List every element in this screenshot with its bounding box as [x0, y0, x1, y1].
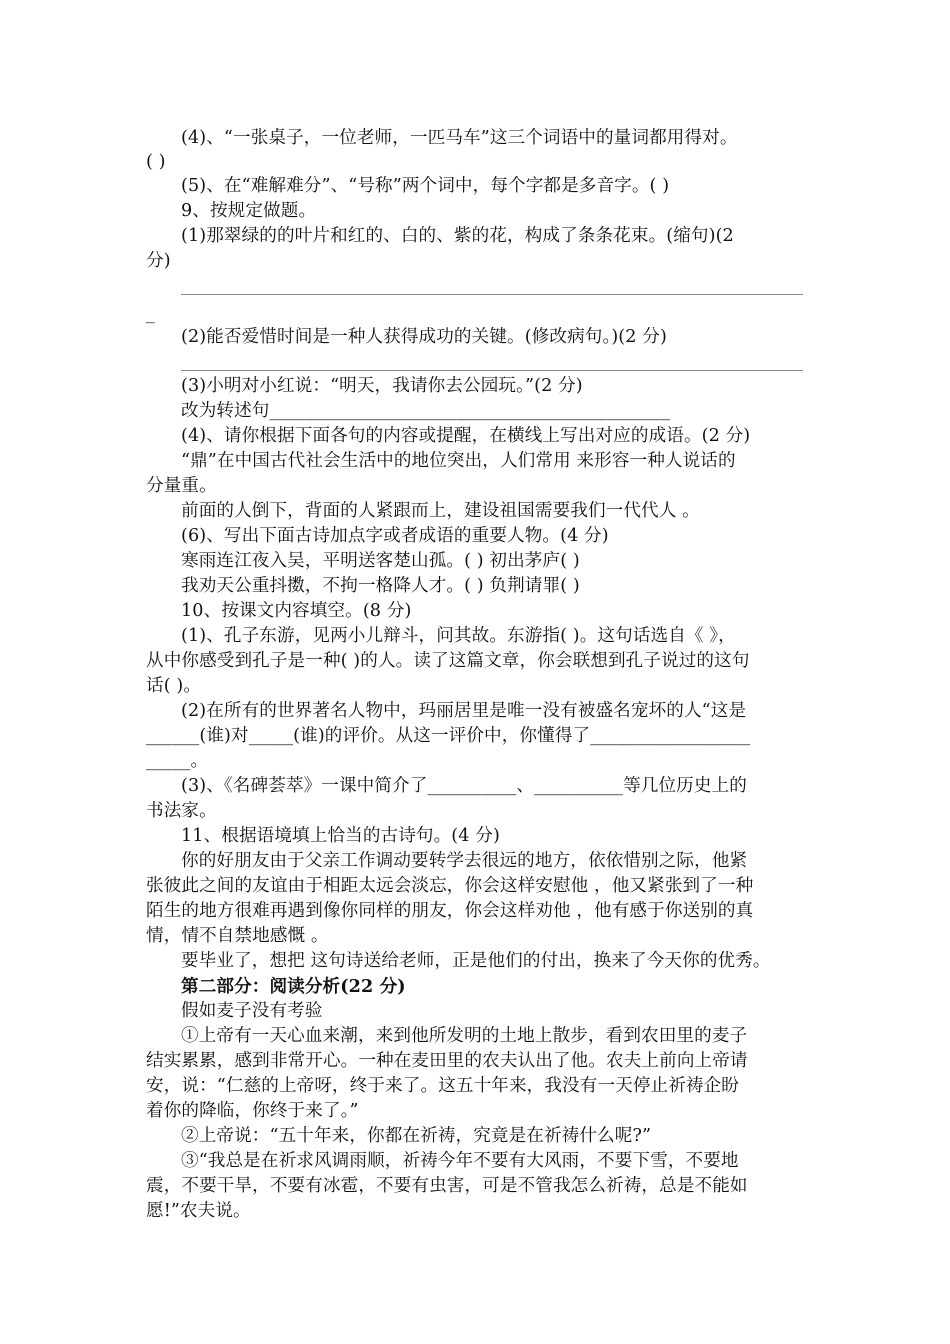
q11-paragraph-2: 要毕业了，想把 这句诗送给老师，正是他们的付出，换来了今天你的优秀。 [181, 951, 771, 971]
q10-item-2-cont-2: _____。 [146, 751, 209, 771]
answer-line-1-tail: _ [146, 304, 155, 324]
q10-item-3: (3)、《名碑荟萃》一课中简介了__________、__________等几位历史上的 [181, 776, 747, 796]
rewrite-label: 改为转述句 [181, 401, 270, 421]
q9-item-3: (3)小明对小红说：“明天，我请你去公园玩。”(2 分) [181, 376, 583, 396]
passage-para-3: ③“我总是在祈求风调雨顺，祈祷今年不要有大风雨，不要下雪，不要地 [181, 1151, 739, 1171]
part-two-heading: 第二部分：阅读分析(22 分) [181, 976, 406, 997]
passage-para-1: ①上帝有一天心血来潮，来到他所发明的土地上散步，看到农田里的麦子 [181, 1026, 748, 1046]
q9-item-4-sentence-1-cont: 分量重。 [146, 476, 217, 496]
q10-item-2: (2)在所有的世界著名人物中，玛丽居里是唯一没有被盛名宠坏的人“这是 [181, 701, 747, 721]
passage-para-1-cont-3: 着你的降临，你终于来了。” [146, 1101, 359, 1121]
passage-para-2: ②上帝说：“五十年来，你都在祈祷，究竟是在祈祷什么呢?” [181, 1126, 652, 1146]
q11-paragraph-1-cont-2: 陌生的地方很难再遇到像你同样的朋友，你会这样劝他 ，他有感于你送别的真 [146, 901, 754, 921]
q9-item-4-sentence-2: 前面的人倒下，背面的人紧跟而上，建设祖国需要我们一代代人 。 [181, 501, 700, 521]
passage-title: 假如麦子没有考验 [181, 1001, 323, 1021]
passage-para-3-cont-1: 震，不要干旱，不要有冰雹，不要有虫害，可是不管我怎么祈祷，总是不能如 [146, 1176, 748, 1196]
q9-item-3-instruction [181, 399, 670, 424]
q9-item-6-line-1: 寒雨连江夜入吴，平明送客楚山孤。( ) 初出茅庐( ) [181, 551, 580, 571]
q9-item-1: (1)那翠绿的的叶片和红的、白的、紫的花，构成了条条花束。(缩句)(2 [181, 226, 734, 246]
q9-item-2: (2)能否爱惜时间是一种人获得成功的关键。(修改病句。)(2 分) [181, 327, 667, 347]
answer-line-1 [181, 294, 803, 295]
q10-item-2-cont-1: ______(谁)对_____(谁)的评价。从这一评价中，你懂得了__________________ [146, 726, 751, 746]
q9-heading: 9、按规定做题。 [181, 201, 317, 221]
q10-item-3-cont: 书法家。 [146, 801, 217, 821]
q11-paragraph-1-cont-1: 张彼此之间的友谊由于相距太远会淡忘，你会这样安慰他 ，他又紧张到了一种 [146, 876, 754, 896]
q9-item-6: (6)、写出下面古诗加点字或者成语的重要人物。(4 分) [181, 526, 609, 546]
answer-blank-3: _____________________________________________ [269, 401, 670, 421]
passage-para-3-cont-2: 愿!”农夫说。 [146, 1201, 251, 1221]
q9-item-1-cont: 分) [146, 251, 171, 271]
q9-item-6-line-2: 我劝天公重抖擞，不拘一格降人才。( ) 负荆请罪( ) [181, 576, 580, 596]
q10-item-1-cont-1: 从中你感受到孔子是一种( )的人。读了这篇文章，你会联想到孔子说过的这句 [146, 651, 750, 671]
q8-item-4-bracket: ( ) [146, 152, 166, 172]
q9-item-4: (4)、请你根据下面各句的内容或提醒，在横线上写出对应的成语。(2 分) [181, 426, 751, 446]
answer-line-2 [181, 370, 803, 371]
passage-para-1-cont-2: 安，说：“仁慈的上帝呀，终于来了。这五十年来，我没有一天停止祈祷企盼 [146, 1076, 739, 1096]
q10-item-1: (1)、孔子东游，见两小儿辩斗，问其故。东游指( )。这句话选自《 》， [181, 626, 736, 646]
q9-item-4-sentence-1: “鼎”在中国古代社会生活中的地位突出，人们常用 来形容一种人说话的 [181, 451, 736, 471]
q8-item-4: (4)、“一张桌子，一位老师，一匹马车”这三个词语中的量词都用得对。 [181, 128, 738, 148]
q10-heading: 10、按课文内容填空。(8 分) [181, 601, 412, 621]
q11-paragraph-1: 你的好朋友由于父亲工作调动要转学去很远的地方，依依惜别之际，他紧 [181, 851, 748, 871]
passage-para-1-cont-1: 结实累累，感到非常开心。一种在麦田里的农夫认出了他。农夫上前向上帝请 [146, 1051, 748, 1071]
q8-item-5: (5)、在“难解难分”、“号称”两个词中，每个字都是多音字。( ) [181, 176, 670, 196]
q11-heading: 11、根据语境填上恰当的古诗句。(4 分) [181, 826, 500, 846]
q10-item-1-cont-2: 话( )。 [146, 676, 202, 696]
q11-paragraph-1-cont-3: 情，情不自禁地感慨 。 [146, 926, 329, 946]
